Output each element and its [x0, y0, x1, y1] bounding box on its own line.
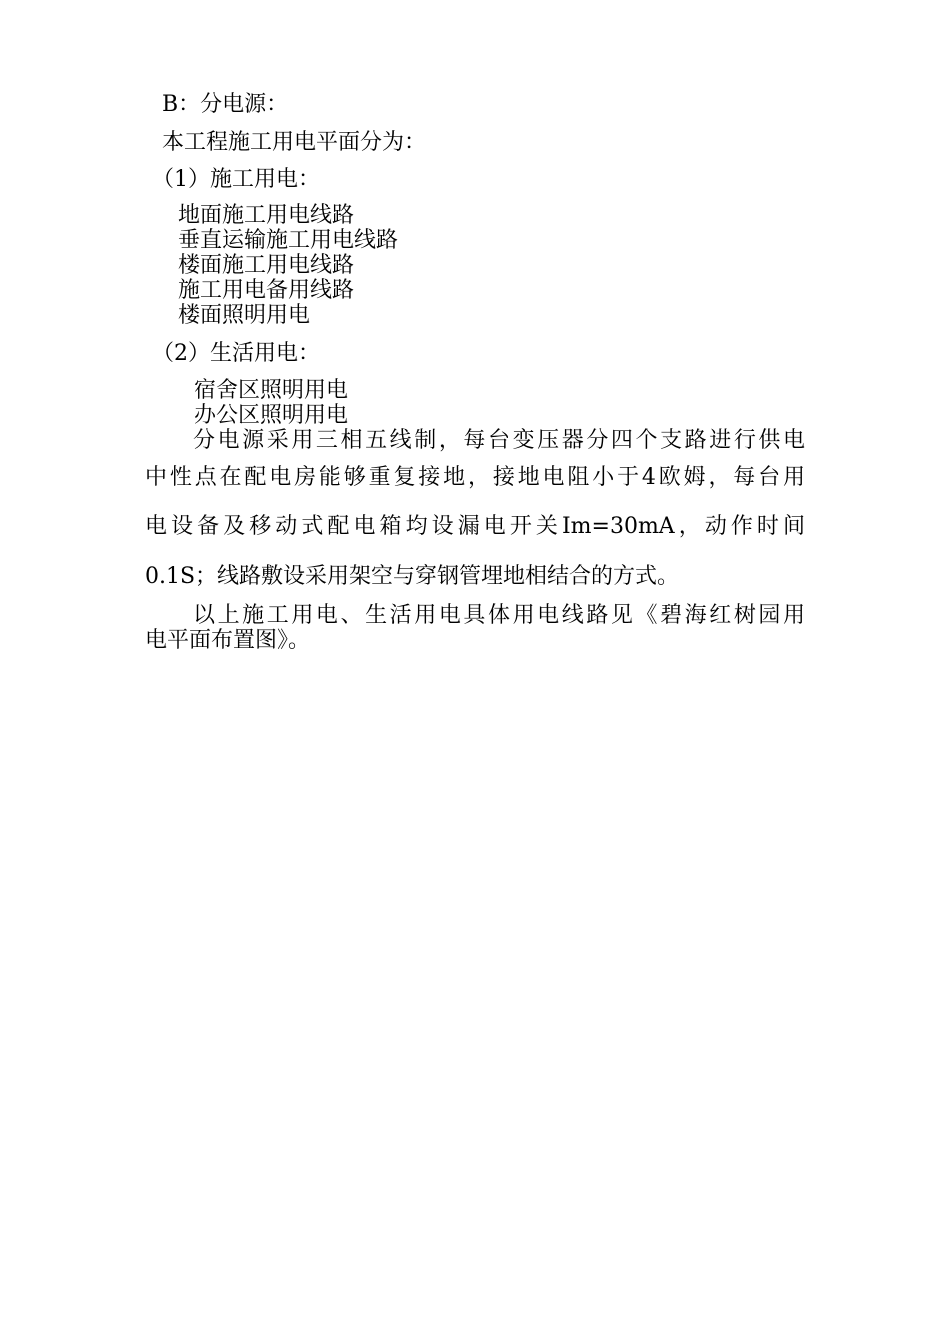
construction-heading: （1）施工用电：	[152, 167, 320, 192]
construction-item: 楼面照明用电	[178, 303, 311, 328]
construction-item: 施工用电备用线路	[178, 278, 355, 303]
paragraph1-line: 分电源采用三相五线制，每台变压器分四个支路进行供电	[193, 428, 805, 453]
construction-item: 楼面施工用电线路	[178, 253, 355, 278]
section-title: B：分电源：	[162, 92, 289, 117]
paragraph2-line: 以上施工用电、生活用电具体用电线路见《碧海红树园用	[193, 603, 805, 628]
paragraph1-line: 0.1S；线路敷设采用架空与穿钢管埋地相结合的方式。	[145, 564, 680, 589]
paragraph1-line: 中性点在配电房能够重复接地，接地电阻小于4欧姆，每台用	[145, 465, 805, 490]
construction-item: 地面施工用电线路	[178, 203, 355, 228]
living-item: 宿舍区照明用电	[194, 378, 349, 403]
intro-text: 本工程施工用电平面分为：	[162, 130, 427, 155]
living-item: 办公区照明用电	[194, 403, 349, 428]
paragraph1-line: 电设备及移动式配电箱均设漏电开关Im=30mA，动作时间	[145, 514, 805, 539]
living-heading: （2）生活用电：	[152, 341, 320, 366]
paragraph2-line: 电平面布置图》。	[145, 628, 311, 653]
construction-item: 垂直运输施工用电线路	[178, 228, 399, 253]
